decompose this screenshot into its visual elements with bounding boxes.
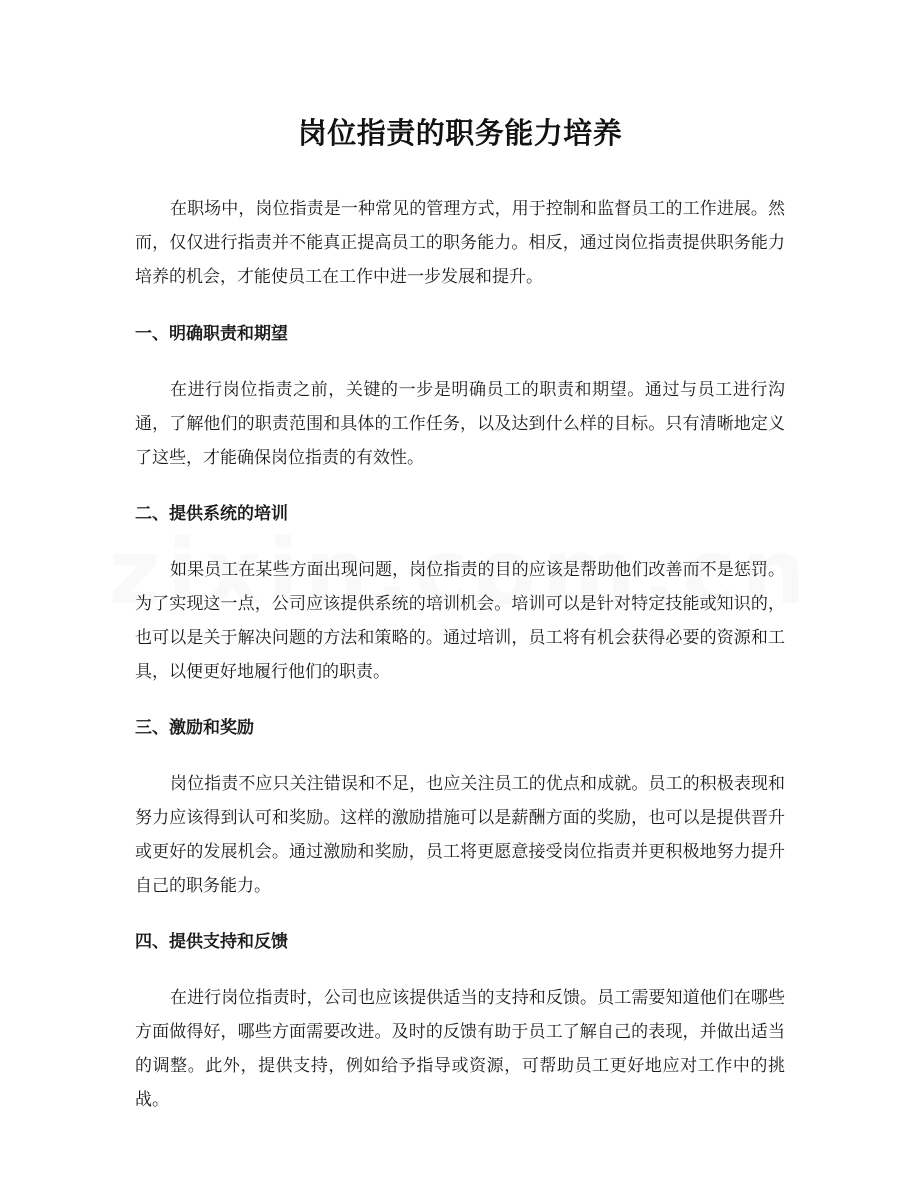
- section-body-4: 在进行岗位指责时，公司也应该提供适当的支持和反馈。员工需要知道他们在哪些方面做得好，哪些方面需要改进。及时的反馈有助于员工了解自己的表现，并做出适当的调整。此外，提供支持，例如给予指导或资源，可帮助员工更好地应对工作中的挑战。: [135, 988, 785, 1110]
- section-body-3: 岗位指责不应只关注错误和不足，也应关注员工的优点和成就。员工的积极表现和努力应该得到认可和奖励。这样的激励措施可以是薪酬方面的奖励，也可以是提供晋升或更好的发展机会。通过激励和奖励，员工将更愿意接受岗位指责并更积极地努力提升自己的职务能力。: [135, 774, 785, 896]
- section-body-1: 在进行岗位指责之前，关键的一步是明确员工的职责和期望。通过与员工进行沟通，了解他们的职责范围和具体的工作任务，以及达到什么样的目标。只有清晰地定义了这些，才能确保岗位指责的有效性。: [135, 380, 785, 468]
- section-body-2: 如果员工在某些方面出现问题，岗位指责的目的应该是帮助他们改善而不是惩罚。为了实现这一点，公司应该提供系统的培训机会。培训可以是针对特定技能或知识的，也可以是关于解决问题的方法和策略的。通过培训，员工将有机会获得必要的资源和工具，以便更好地履行他们的职责。: [135, 560, 785, 682]
- section-heading-2: 二、提供系统的培训: [135, 504, 288, 524]
- document-title: 岗位指责的职务能力培养: [297, 116, 623, 150]
- section-heading-3: 三、激励和奖励: [135, 718, 254, 738]
- section-heading-1: 一、明确职责和期望: [135, 324, 288, 344]
- section-heading-4: 四、提供支持和反馈: [135, 932, 288, 952]
- intro-paragraph: 在职场中，岗位指责是一种常见的管理方式，用于控制和监督员工的工作进展。然而，仅仅进行指责并不能真正提高员工的职务能力。相反，通过岗位指责提供职务能力培养的机会，才能使员工在工作中进一步发展和提升。: [135, 199, 785, 287]
